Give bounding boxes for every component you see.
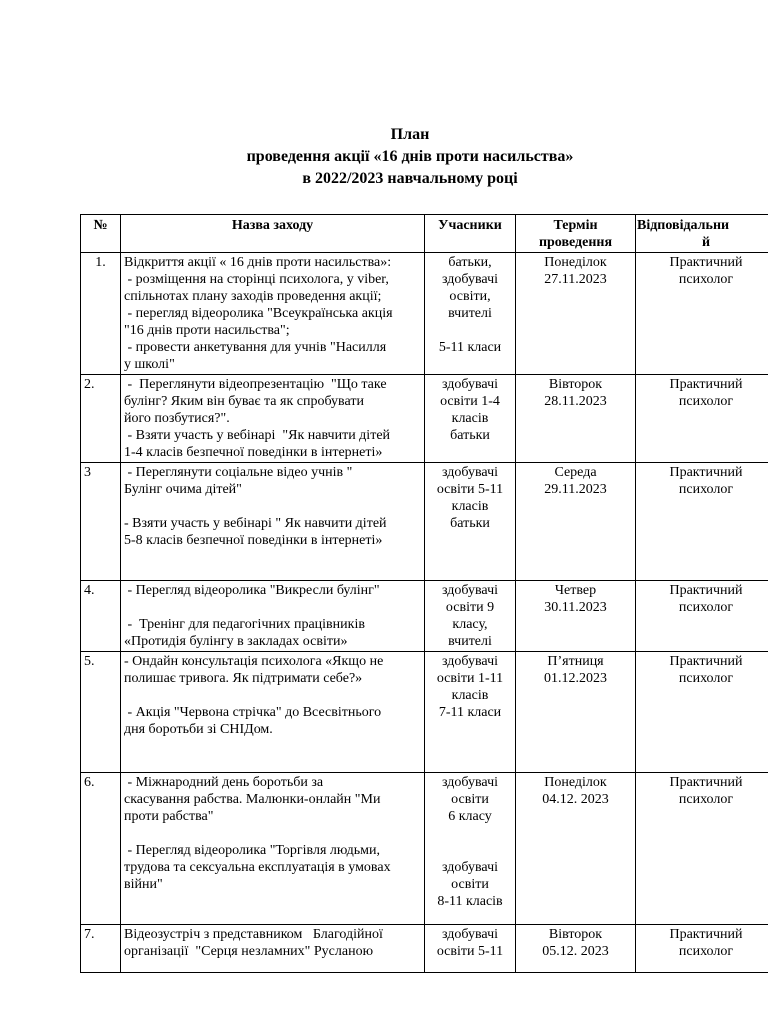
event-description (121, 581, 425, 652)
participants-line (428, 825, 512, 842)
responsible-line: психолог (678, 944, 734, 959)
events-plan-table (80, 214, 768, 973)
event-description-line: 5-8 класів безпечної поведінки в інтернеті» (124, 533, 383, 548)
event-description-line: булінг? Яким він буває та як спробувати (124, 394, 364, 409)
row-number: 7. (81, 925, 121, 973)
participants-line: здобувачі (442, 654, 498, 669)
row-number: 6. (81, 773, 121, 925)
header-responsible (636, 215, 768, 253)
event-description (121, 253, 425, 375)
participants-line: освіти, (449, 289, 491, 304)
event-description-line: «Протидія булінгу в закладах освіти» (124, 634, 348, 649)
table-row (81, 773, 768, 925)
row-number: 4. (81, 581, 121, 652)
event-date-line: 29.11.2023 (544, 482, 607, 497)
event-date-line: Четвер (554, 583, 597, 598)
event-description-line: організації "Серця незламних" Русланою (124, 944, 374, 959)
participants-line: освіти (451, 792, 489, 807)
event-date-line: 05.12. 2023 (542, 944, 609, 959)
responsible-line: Практичний (669, 255, 743, 270)
participants-line: здобувачі (442, 465, 498, 480)
table-row (81, 253, 768, 375)
event-description-line: - Акція "Червона стрічка" до Всесвітнього (124, 705, 382, 720)
event-date-line: Вівторок (548, 927, 603, 942)
header-term-line: Термін (553, 218, 598, 233)
event-date-line: 30.11.2023 (544, 600, 607, 615)
participants-line: 8-11 класів (437, 894, 503, 909)
event-description-line (124, 599, 421, 616)
event-description-line: - Взяти участь у вебінарі " Як навчити дітей (124, 516, 387, 531)
participants-line: здобувачі (442, 775, 498, 790)
event-description (121, 773, 425, 925)
header-responsible-line: Відповідальни (637, 218, 730, 233)
event-description-line: - Переглянути соціальне відео учнів " (124, 465, 353, 480)
event-description-line: - Перегляд відеоролика "Торгівля людьми, (124, 843, 381, 858)
event-description-line: дня боротьби зі СНІДом. (124, 722, 273, 737)
event-description-line: війни" (124, 877, 163, 892)
participants-line: освіти 5-11 (436, 482, 504, 497)
event-date-line: Понеділок (544, 775, 607, 790)
event-description-line: Булінг очима дітей" (124, 482, 242, 497)
event-description-line: - Переглянути відеопрезентацію "Що таке (124, 377, 387, 392)
participants-cell (425, 375, 516, 463)
participants-line: батьки, (448, 255, 492, 270)
heading-title: План (390, 126, 430, 143)
event-date-cell (516, 375, 636, 463)
event-description-line: трудова та сексуальна експлуатація в умовах (124, 860, 391, 875)
responsible-cell (636, 773, 768, 925)
event-description-line (124, 825, 421, 842)
event-date-line: 28.11.2023 (544, 394, 607, 409)
participants-line: освіти 9 класу, (445, 600, 498, 632)
participants-cell (425, 652, 516, 773)
participants-line: здобувачі (442, 272, 498, 287)
participants-cell (425, 463, 516, 581)
responsible-line: Практичний (669, 583, 743, 598)
event-date-line: П’ятниця (547, 654, 604, 669)
event-date-cell (516, 652, 636, 773)
header-term (516, 215, 636, 253)
event-description-line: - Ондайн консультація психолога «Якщо не (124, 654, 384, 669)
header-number: № (81, 215, 121, 253)
participants-line: класів (451, 688, 489, 703)
event-date-line: 01.12.2023 (544, 671, 607, 686)
participants-line: батьки (450, 516, 490, 531)
event-description-line: проти рабства" (124, 809, 214, 824)
participants-line: вчителі (448, 634, 492, 649)
event-date-line: Середа (554, 465, 597, 480)
responsible-cell (636, 581, 768, 652)
event-description-line: - Перегляд відеоролика "Викресли булінг" (124, 583, 380, 598)
event-description-line: "16 днів проти насильства"; (124, 323, 290, 338)
table-row (81, 463, 768, 581)
event-date-cell (516, 463, 636, 581)
participants-line: здобувачі (442, 377, 498, 392)
event-description-line: у школі" (124, 357, 175, 372)
event-description-line: полишає тривога. Як підтримати себе?» (124, 671, 363, 686)
event-description-line: - перегляд відеоролика "Всеукраїнська акція (124, 306, 393, 321)
responsible-cell (636, 253, 768, 375)
header-responsible-line: й (701, 235, 711, 250)
participants-cell (425, 581, 516, 652)
participants-line: класів (451, 499, 489, 514)
event-description-line: - Міжнародний день боротьби за (124, 775, 324, 790)
event-date-line: 04.12. 2023 (542, 792, 609, 807)
row-number: 2. (81, 375, 121, 463)
participants-line: освіти 1-11 (436, 671, 504, 686)
responsible-line: Практичний (669, 377, 743, 392)
responsible-line: Практичний (669, 775, 743, 790)
table-row (81, 652, 768, 773)
event-description (121, 375, 425, 463)
participants-line: батьки (450, 428, 490, 443)
event-description (121, 463, 425, 581)
responsible-line: психолог (678, 272, 734, 287)
header-event-name: Назва заходу (121, 215, 425, 253)
row-number: 3 (81, 463, 121, 581)
participants-line: 7-11 класи (438, 705, 502, 720)
row-number: 5. (81, 652, 121, 773)
participants-line: освіти 1-4 (440, 394, 500, 409)
responsible-line: Практичний (669, 465, 743, 480)
participants-cell (425, 773, 516, 925)
participants-cell (425, 253, 516, 375)
event-description-line: - Взяти участь у вебінарі "Як навчити дітей (124, 428, 391, 443)
responsible-cell (636, 375, 768, 463)
participants-line: освіти 5-11 (436, 944, 504, 959)
event-description-line: спільнотах плану заходів проведення акції; (124, 289, 382, 304)
table-row (81, 375, 768, 463)
event-description (121, 652, 425, 773)
event-date-cell (516, 581, 636, 652)
event-date-cell (516, 773, 636, 925)
responsible-line: Практичний (669, 654, 743, 669)
event-description-line: - розміщення на сторінці психолога, у viber, (124, 272, 389, 287)
participants-line: 5-11 класи (438, 340, 502, 355)
heading-subtitle: проведення акції «16 днів проти насильства» (246, 148, 574, 165)
responsible-cell (636, 652, 768, 773)
responsible-line: психолог (678, 671, 734, 686)
participants-cell (425, 925, 516, 973)
participants-line: класів (451, 411, 489, 426)
event-description (121, 925, 425, 973)
row-number: 1. (81, 253, 121, 375)
participants-line: здобувачі (442, 927, 498, 942)
header-participants: Учасники (425, 215, 516, 253)
participants-line: 6 класу (448, 809, 492, 824)
participants-line (428, 842, 512, 859)
event-date-line: Вівторок (548, 377, 603, 392)
event-description-line: 1-4 класів безпечної поведінки в інтернеті» (124, 445, 383, 460)
event-description-line (124, 498, 421, 515)
event-date-line: Понеділок (544, 255, 607, 270)
participants-line: здобувачі (442, 860, 498, 875)
event-description-line: скасування рабства. Малюнки-онлайн "Ми (124, 792, 381, 807)
responsible-line: психолог (678, 600, 734, 615)
event-date-line: 27.11.2023 (544, 272, 607, 287)
responsible-line: психолог (678, 394, 734, 409)
participants-line: вчителі (448, 306, 492, 321)
header-term-line: проведення (538, 235, 613, 250)
event-description-line: - провести анкетування для учнів "Насилля (124, 340, 387, 355)
table-header-row (81, 215, 768, 253)
event-description-line: - Тренінг для педагогічних працівників (124, 617, 365, 632)
event-description-line (124, 687, 421, 704)
event-date-cell (516, 253, 636, 375)
table-body (81, 253, 768, 973)
responsible-cell (636, 925, 768, 973)
document-heading (0, 124, 768, 190)
event-description-line: Відкриття акції « 16 днів проти насильства»: (124, 255, 392, 270)
participants-line: здобувачі (442, 583, 498, 598)
heading-year: в 2022/2023 навчальному році (302, 170, 518, 187)
responsible-line: психолог (678, 792, 734, 807)
responsible-line: психолог (678, 482, 734, 497)
responsible-cell (636, 463, 768, 581)
participants-line (428, 322, 512, 339)
event-date-cell (516, 925, 636, 973)
table-row (81, 581, 768, 652)
table-row (81, 925, 768, 973)
event-description-line: його позбутися?". (124, 411, 230, 426)
event-description-line: Відеозустріч з представником Благодійної (124, 927, 383, 942)
participants-line: освіти (451, 877, 489, 892)
responsible-line: Практичний (669, 927, 743, 942)
